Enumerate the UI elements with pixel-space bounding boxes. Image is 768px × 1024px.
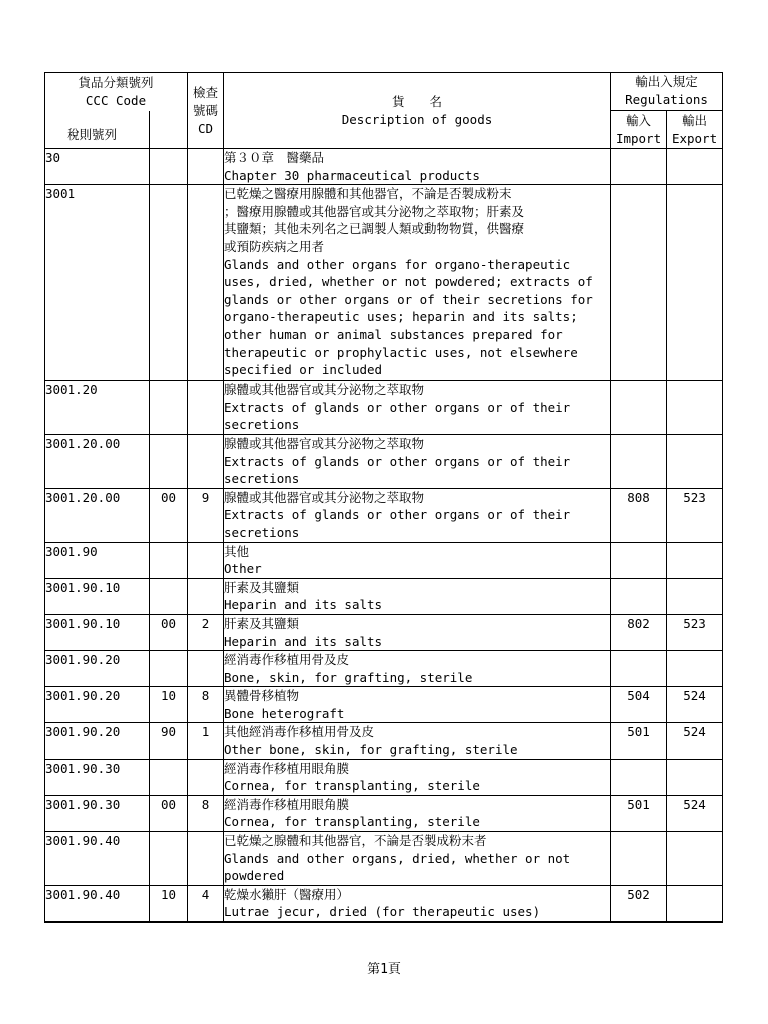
description-line: 已乾燥之腺體和其他器官，不論是否製成粉末者: [224, 833, 487, 849]
tariff-code-cell: 3001.90.20: [45, 723, 150, 759]
tariff-code-cell: 3001.90.30: [45, 795, 150, 831]
check-digit-cell: 8: [188, 687, 224, 723]
table-row: [45, 614, 723, 650]
description-line: Bone, skin, for grafting, sterile: [224, 669, 473, 685]
table-row: [45, 542, 723, 578]
description-line: powdered: [224, 868, 285, 884]
description-cell: [224, 885, 611, 922]
regulations-en-label: Regulations: [625, 92, 708, 107]
stat-code-cell: [150, 434, 188, 488]
tariff-code-cell: 3001.90.20: [45, 651, 150, 687]
description-line: uses, dried, whether or not powdered; extracts of: [224, 274, 593, 290]
export-regulation-cell: [667, 578, 723, 614]
description-line: 已乾燥之醫療用腺體和其他器官，不論是否製成粉末: [224, 186, 512, 202]
tariff-code-cell: 30: [45, 149, 150, 185]
description-line: secretions: [224, 471, 300, 487]
table-row: [45, 795, 723, 831]
stat-code-cell: [150, 149, 188, 185]
stat-code-cell: [150, 759, 188, 795]
ccc-code-label: CCC Code: [85, 92, 147, 108]
page-number: 第1頁: [367, 962, 401, 977]
table-row: [45, 381, 723, 435]
description-line: Cornea, for transplanting, sterile: [224, 778, 480, 794]
tariff-code-cell: 3001.20.00: [45, 434, 150, 488]
table-row: [45, 434, 723, 488]
export-en-label: Export: [671, 130, 718, 146]
description-line: Bone heterograft: [224, 705, 345, 721]
stat-code-cell: 00: [150, 795, 188, 831]
description-line: 其鹽類；其他未列名之已調製人類或動物物質，供醫療: [224, 221, 525, 237]
description-line: 腺體或其他器官或其分泌物之萃取物: [224, 435, 425, 451]
tariff-code-cell: 3001.20.00: [45, 488, 150, 542]
table-row: [45, 832, 723, 886]
import-regulation-cell: [611, 578, 667, 614]
tariff-rows: [45, 149, 723, 923]
stat-code-cell: [150, 578, 188, 614]
check-digit-en: CD: [197, 120, 214, 136]
import-regulation-cell: 504: [611, 687, 667, 723]
stat-code-cell: [150, 542, 188, 578]
description-line: Other: [224, 561, 262, 577]
stat-code-cell: 10: [150, 885, 188, 922]
check-digit-cell: 4: [188, 885, 224, 922]
export-regulation-cell: [667, 434, 723, 488]
import-regulation-cell: [611, 185, 667, 381]
table-row: [45, 687, 723, 723]
description-line: 肝素及其鹽類: [224, 615, 300, 631]
export-regulation-cell: 524: [667, 795, 723, 831]
stat-code-cell: 90: [150, 723, 188, 759]
description-line: Glands and other organs, dried, whether or not: [224, 850, 571, 866]
description-line: therapeutic or prophylactic uses, not elsewhere: [224, 344, 578, 360]
stat-code-cell: 00: [150, 488, 188, 542]
import-regulation-cell: [611, 149, 667, 185]
check-digit-cell: 8: [188, 795, 224, 831]
export-cn-label: 輸出: [682, 112, 708, 128]
table-row: [45, 185, 723, 381]
export-regulation-cell: [667, 542, 723, 578]
description-line: 經消毒作移植用骨及皮: [224, 652, 350, 668]
export-regulation-cell: [667, 832, 723, 886]
description-cell: [224, 651, 611, 687]
table-row: [45, 578, 723, 614]
goods-description-header: [224, 73, 611, 149]
tariff-code-cell: 3001.90.40: [45, 832, 150, 886]
tariff-code-cell: 3001.90.30: [45, 759, 150, 795]
tariff-code-cell: 3001.90.10: [45, 578, 150, 614]
description-line: 經消毒作移植用眼角膜: [224, 760, 350, 776]
goods-en-label: Description of goods: [341, 111, 493, 127]
check-digit-cell: [188, 651, 224, 687]
export-regulation-cell: 523: [667, 488, 723, 542]
import-regulation-cell: [611, 434, 667, 488]
description-line: organo-therapeutic uses; heparin and its salts;: [224, 309, 578, 325]
stat-code-cell: [150, 832, 188, 886]
tariff-code-cell: 3001: [45, 185, 150, 381]
regulations-cn-label: 輸出入規定: [635, 74, 698, 89]
import-header: [611, 111, 667, 149]
import-regulation-cell: [611, 759, 667, 795]
check-digit-cell: [188, 542, 224, 578]
check-digit-cn-1: 檢查: [193, 84, 219, 100]
import-regulation-cell: 502: [611, 885, 667, 922]
tariff-code-cell: 3001.90.10: [45, 614, 150, 650]
import-regulation-cell: 501: [611, 795, 667, 831]
description-line: 乾燥水獺肝（醫療用）: [224, 886, 350, 902]
description-cell: [224, 832, 611, 886]
tariff-code-cell: 3001.90: [45, 542, 150, 578]
description-line: ；醫療用腺體或其他器官或其分泌物之萃取物；肝素及: [224, 203, 525, 219]
check-digit-cell: [188, 759, 224, 795]
description-line: 其他: [224, 543, 250, 559]
description-line: Heparin and its salts: [224, 633, 383, 649]
description-line: Lutrae jecur, dried (for therapeutic uses): [224, 904, 541, 920]
description-line: 其他經消毒作移植用骨及皮: [224, 724, 375, 740]
description-cell: [224, 185, 611, 381]
check-digit-header: [188, 73, 224, 149]
description-line: 腺體或其他器官或其分泌物之萃取物: [224, 489, 425, 505]
description-line: 異體骨移植物: [224, 688, 300, 704]
check-digit-cell: [188, 434, 224, 488]
stat-code-cell: 00: [150, 614, 188, 650]
description-line: Glands and other organs for organo-therapeutic: [224, 256, 571, 272]
table-row: [45, 759, 723, 795]
export-regulation-cell: [667, 759, 723, 795]
tariff-table: [44, 72, 723, 923]
description-cell: [224, 149, 611, 185]
import-regulation-cell: [611, 651, 667, 687]
check-digit-cell: 2: [188, 614, 224, 650]
export-regulation-cell: 524: [667, 687, 723, 723]
description-line: secretions: [224, 417, 300, 433]
description-line: Chapter 30 pharmaceutical products: [224, 167, 480, 183]
description-line: specified or included: [224, 362, 383, 378]
stat-code-cell: [150, 651, 188, 687]
description-line: other human or animal substances prepared for: [224, 326, 563, 342]
table-row: [45, 149, 723, 185]
check-digit-cell: [188, 381, 224, 435]
export-regulation-cell: [667, 185, 723, 381]
export-regulation-cell: [667, 885, 723, 922]
tariff-code-cell: 3001.90.20: [45, 687, 150, 723]
check-digit-cell: 9: [188, 488, 224, 542]
check-digit-cell: [188, 578, 224, 614]
table-row: [45, 885, 723, 922]
description-line: Extracts of glands or other organs or of their: [224, 507, 571, 523]
description-line: 第３０章 醫藥品: [224, 150, 325, 165]
stat-code-cell: 10: [150, 687, 188, 723]
tariff-number-label: 稅則號列: [67, 127, 118, 142]
description-cell: [224, 614, 611, 650]
stat-code-cell: [150, 185, 188, 381]
description-line: 腺體或其他器官或其分泌物之萃取物: [224, 382, 425, 398]
description-cell: [224, 488, 611, 542]
description-cell: [224, 687, 611, 723]
description-cell: [224, 542, 611, 578]
check-digit-cell: 1: [188, 723, 224, 759]
check-digit-cell: [188, 832, 224, 886]
export-regulation-cell: 523: [667, 614, 723, 650]
table-row: [45, 651, 723, 687]
description-line: Cornea, for transplanting, sterile: [224, 814, 480, 830]
description-line: Heparin and its salts: [224, 597, 383, 613]
description-line: 或預防疾病之用者: [224, 238, 325, 254]
import-regulation-cell: 808: [611, 488, 667, 542]
table-row: [45, 723, 723, 759]
import-regulation-cell: [611, 542, 667, 578]
description-line: secretions: [224, 524, 300, 540]
goods-cn-label: 貨 名: [392, 93, 443, 109]
ccc-title: 貨品分類號列: [78, 74, 154, 90]
regulations-header: [611, 73, 723, 111]
ccc-code-header: [45, 73, 188, 111]
description-line: 經消毒作移植用眼角膜: [224, 796, 350, 812]
stat-code-header: [150, 111, 188, 149]
tariff-number-header: [45, 111, 150, 149]
description-cell: [224, 381, 611, 435]
import-regulation-cell: 802: [611, 614, 667, 650]
export-regulation-cell: [667, 651, 723, 687]
import-cn-label: 輸入: [626, 112, 652, 128]
description-line: Other bone, skin, for grafting, sterile: [224, 742, 518, 758]
description-cell: [224, 759, 611, 795]
import-regulation-cell: [611, 832, 667, 886]
description-line: Extracts of glands or other organs or of their: [224, 453, 571, 469]
import-regulation-cell: [611, 381, 667, 435]
description-cell: [224, 434, 611, 488]
description-cell: [224, 578, 611, 614]
import-en-label: Import: [615, 130, 662, 146]
export-regulation-cell: 524: [667, 723, 723, 759]
table-row: [45, 488, 723, 542]
export-header: [667, 111, 723, 149]
tariff-code-cell: 3001.20: [45, 381, 150, 435]
check-digit-cn-2: 號碼: [193, 102, 219, 118]
description-line: Extracts of glands or other organs or of their: [224, 399, 571, 415]
stat-code-cell: [150, 381, 188, 435]
check-digit-cell: [188, 185, 224, 381]
description-line: 肝素及其鹽類: [224, 579, 300, 595]
description-cell: [224, 795, 611, 831]
description-cell: [224, 723, 611, 759]
check-digit-cell: [188, 149, 224, 185]
export-regulation-cell: [667, 149, 723, 185]
import-regulation-cell: 501: [611, 723, 667, 759]
export-regulation-cell: [667, 381, 723, 435]
tariff-code-cell: 3001.90.40: [45, 885, 150, 922]
description-line: glands or other organs or of their secretions for: [224, 291, 593, 307]
tariff-sheet: [44, 72, 722, 923]
